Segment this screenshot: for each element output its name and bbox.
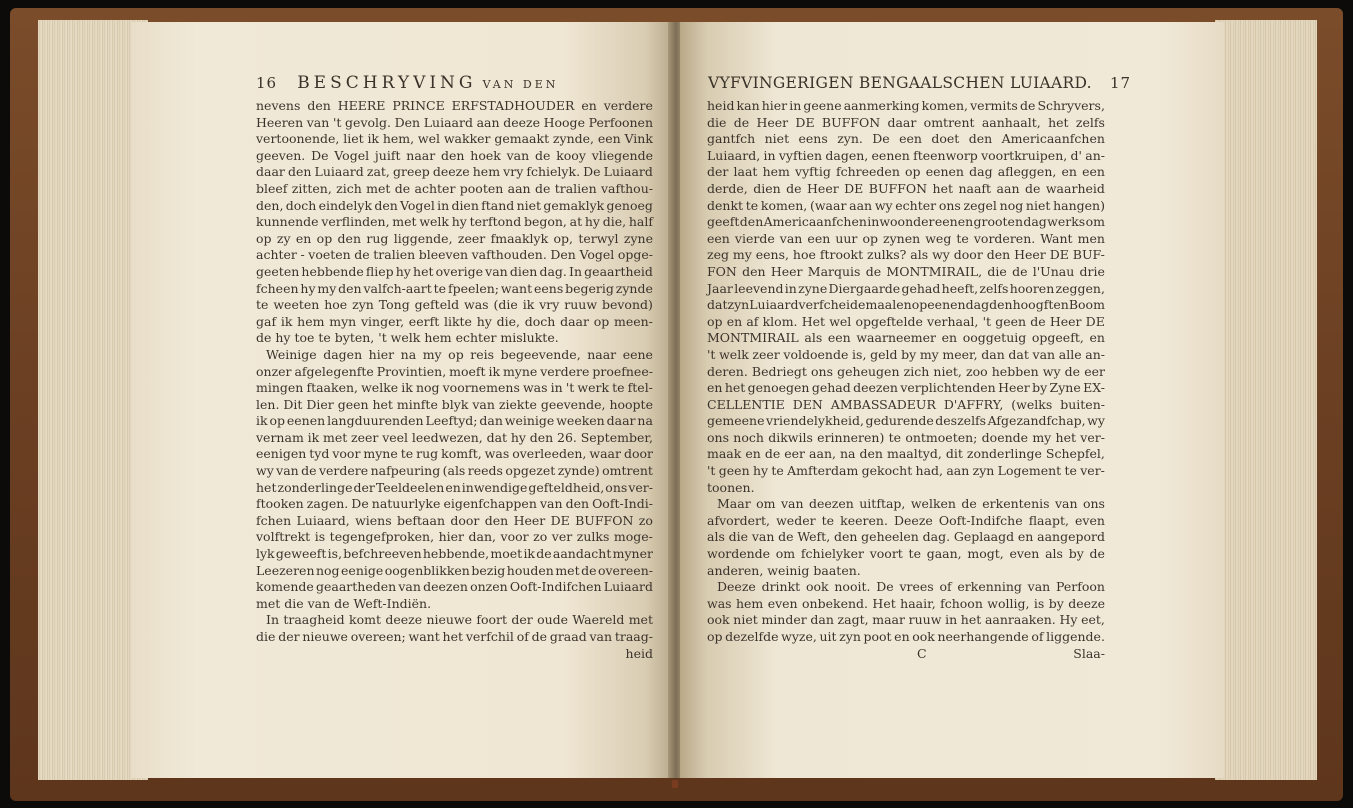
text-line: ik op eenen langduurenden Leeftyd; dan weinige weeken daar na xyxy=(256,413,653,429)
catchword: Slaa- xyxy=(1073,645,1105,661)
text-line: heid kan hier in geene aanmerking komen, vermits de Schryvers, xyxy=(707,98,1105,113)
text-line: mingen ftaaken, welke ik nog voornemens was in 't werk te ftel- xyxy=(256,380,653,396)
text-line: en het genoegen gehad deezen verplichtenden Heer by Zyne EX- xyxy=(707,380,1105,396)
text-line: de hy toe te byten, 't welk hem echter mislukte. xyxy=(256,330,559,346)
right-body-text xyxy=(707,98,1105,662)
text-line: FON den Heer Marquis de MONTMIRAIL, die de l'Unau drie xyxy=(707,263,1105,279)
right-page-edges xyxy=(1215,20,1317,780)
right-page-number: 17 xyxy=(1109,74,1132,92)
text-line: 't geen hy te Amfterdam gekocht had, aan zyn Logement te ver- xyxy=(707,463,1105,479)
text-line: maak en de eer aan, na den maaltyd, dit zonderlinge Schepfel, xyxy=(707,446,1105,462)
text-line: te weeten hoe zyn Tong gefteld was (die ik vry ruuw bevond) xyxy=(256,297,653,313)
text-line: die der nieuwe overeen; want het verfchil of de graad van traag- xyxy=(256,629,653,644)
text-line: op en af klom. Het wel opgeftelde verhaal, 't geen de Heer DE xyxy=(707,313,1105,329)
text-line: geeft den Americaanfchen inwoonder eenen grooten dag werks om xyxy=(707,214,1105,230)
text-line: toonen. xyxy=(707,479,755,495)
text-line: lyk geweeft is, befchreeven hebbende, moet ik de aandacht myner xyxy=(256,546,653,562)
text-line: Leezeren nog eenige oogenblikken bezig houden met de overeen- xyxy=(256,562,653,578)
text-line: ftooken zagen. De natuurlyke eigenfchappen van den Ooft-Indi- xyxy=(256,496,653,512)
text-line: volftrekt is tegengefproken, hier dan, voor zo ver zulks moge- xyxy=(256,529,653,545)
text-line: gantfch niet eens zyn. De een doet den Americaanfchen xyxy=(707,131,1105,147)
text-line: bleef zitten, zich met de achter pooten aan de tralien vafthou- xyxy=(256,180,653,196)
text-line: geeven. De Vogel juift naar den hoek van de kooy vliegende xyxy=(256,147,653,163)
text-line: een vierde van een uur op zynen weg te vorderen. Want men xyxy=(707,230,1105,246)
text-line: vertoonende, liet ik hem, wel wakker gemaakt zynde, een Vink xyxy=(256,131,653,147)
text-line: ook niet minder dan zagt, maar ruuw in het aanraaken. Hy eet, xyxy=(707,612,1105,628)
text-line: denkt te komen, (waar aan wy echter ons zegel nog niet hangen) xyxy=(707,197,1105,213)
text-line: als die van de Weft, den geheelen dag. Geplaagd en aangepord xyxy=(707,529,1105,545)
text-line: deren. Bedriegt ons geheugen zich niet, zoo hebben wy de eer xyxy=(707,363,1105,379)
text-line: Luiaard, in vyftien dagen, eenen fteenworp voortkruipen, d' an- xyxy=(707,147,1105,163)
signature-mark: C xyxy=(917,645,927,661)
text-line: wy van de verdere nafpeuring (als reeds opgezet zynde) omtrent xyxy=(256,463,653,479)
text-line: zeg my eens, hoe ftrookt zulks? als wy door den Heer DE BUF- xyxy=(707,247,1105,263)
text-line: len. Dit Dier geen het minfte blyk van ziekte geevende, hoopte xyxy=(256,396,653,412)
text-line: anderen, weinig baaten. xyxy=(707,562,861,578)
text-line: geeten hebbende fliep hy het overige van dien dag. In geaartheid xyxy=(256,263,653,279)
text-line: heid xyxy=(625,645,653,661)
left-running-title-small: VAN DEN xyxy=(482,78,559,91)
text-line: In traagheid komt deeze nieuwe foort der oude Waereld met xyxy=(266,612,653,628)
text-line: fchen Luiaard, wiens beftaan door den Heer DE BUFFON zo xyxy=(256,512,653,528)
text-line: eenigen tyd voor myne te rug komft, was overleeden, waar door xyxy=(256,446,653,462)
text-line: daar den Luiaard zat, greep deeze hem vry fchielyk. De Luiaard xyxy=(256,164,653,180)
text-line: Heeren van 't gevolg. Den Luiaard aan deeze Hooge Perfoonen xyxy=(256,114,653,130)
text-line: Weinige dagen hier na my op reis begeevende, naar eene xyxy=(266,346,653,362)
text-line: derde, dien de Heer DE BUFFON het naaft aan de waarheid xyxy=(707,180,1105,196)
text-line: CELLENTIE DEN AMBASSADEUR D'AFFRY, (welks buiten- xyxy=(707,396,1105,412)
left-page-number: 16 xyxy=(256,74,278,92)
right-running-title: VYFVINGERIGEN BENGAALSCHEN LUIAARD. xyxy=(708,74,1092,92)
text-line: komende geaartheden van deezen onzen Ooft-Indifchen Luiaard xyxy=(256,579,653,595)
text-line: kunnende verflinden, met welk hy terftond begon, at hy die, half xyxy=(256,214,653,230)
text-line: wordende om fchielyker voort te gaan, mogt, even als by de xyxy=(707,546,1105,562)
text-line: dat zyn Luiaard verfcheide maalen op eenen dag den hoogften Boom xyxy=(707,297,1105,313)
text-line: nevens den HEERE PRINCE ERFSTADHOUDER en verdere xyxy=(256,98,653,113)
text-line: het zonderlinge der Teeldeelen en inwendige gefteldheid, ons ver- xyxy=(256,479,653,495)
bookmark-ribbon xyxy=(672,780,678,788)
text-line: onzer afgelegenfte Provintien, moeft ik myne verdere proefnee- xyxy=(256,363,653,379)
text-line: Jaar leevend in zyne Diergaarde gehad heeft, zelfs hooren zeggen, xyxy=(707,280,1105,296)
text-line: Deeze drinkt ook nooit. De vrees of erkenning van Perfoon xyxy=(717,579,1105,595)
text-line: der laat hem vyftig fchreeden op eenen dag afleggen, en een xyxy=(707,164,1105,180)
left-body-text xyxy=(256,98,653,662)
left-page xyxy=(132,22,672,778)
right-running-header xyxy=(708,73,1131,92)
text-line: afvordert, weder te keeren. Deeze Ooft-Indifche flaapt, even xyxy=(707,512,1105,528)
text-line: ons noch dikwils erinneren) te ontmoeten; doende my het ver- xyxy=(707,429,1105,445)
text-line: den, doch eindelyk den Vogel in dien ftand niet gemaklyk genoeg xyxy=(256,197,653,213)
text-line: op zy en op den rug liggende, zeer fmaaklyk op, terwyl zyne xyxy=(256,230,653,246)
text-line: op dezelfde wyze, uit zyn poot en ook neerhangende of liggende. xyxy=(707,629,1105,644)
text-line: was hem even onbekend. Het haair, fchoon wollig, is by deeze xyxy=(707,595,1105,611)
left-running-header xyxy=(256,73,558,93)
page-footer xyxy=(707,646,1105,663)
text-line: met die van de Weft-Indiën. xyxy=(256,595,432,611)
text-line: die de Heer DE BUFFON daar omtrent aanhaalt, het zelfs xyxy=(707,114,1105,130)
text-line: gemeene vriendelykheid, gedurende deszelfs Afgezandfchap, wy xyxy=(707,413,1105,429)
text-line: Maar om van deezen uitftap, welken de erkentenis van ons xyxy=(717,496,1105,512)
text-line: MONTMIRAIL als een waarneemer en ooggetuig opgeeft, en xyxy=(707,330,1105,346)
text-line: 't welk zeer voldoende is, geld by my meer, dan dat van alle an- xyxy=(707,346,1105,362)
text-line: fcheen hy my den valfch-aart te fpeelen; want eens begerig zynde xyxy=(256,280,653,296)
left-running-title: BESCHRYVING xyxy=(297,73,477,93)
right-page xyxy=(680,22,1224,778)
text-line: vernam ik met zeer veel leedwezen, dat hy den 26. September, xyxy=(256,429,653,445)
text-line: gaf ik hem myn vinger, eerft likte hy die, doch daar op meen- xyxy=(256,313,653,329)
text-line: achter - voeten de tralien bleeven vafthouden. Den Vogel opge- xyxy=(256,247,653,263)
